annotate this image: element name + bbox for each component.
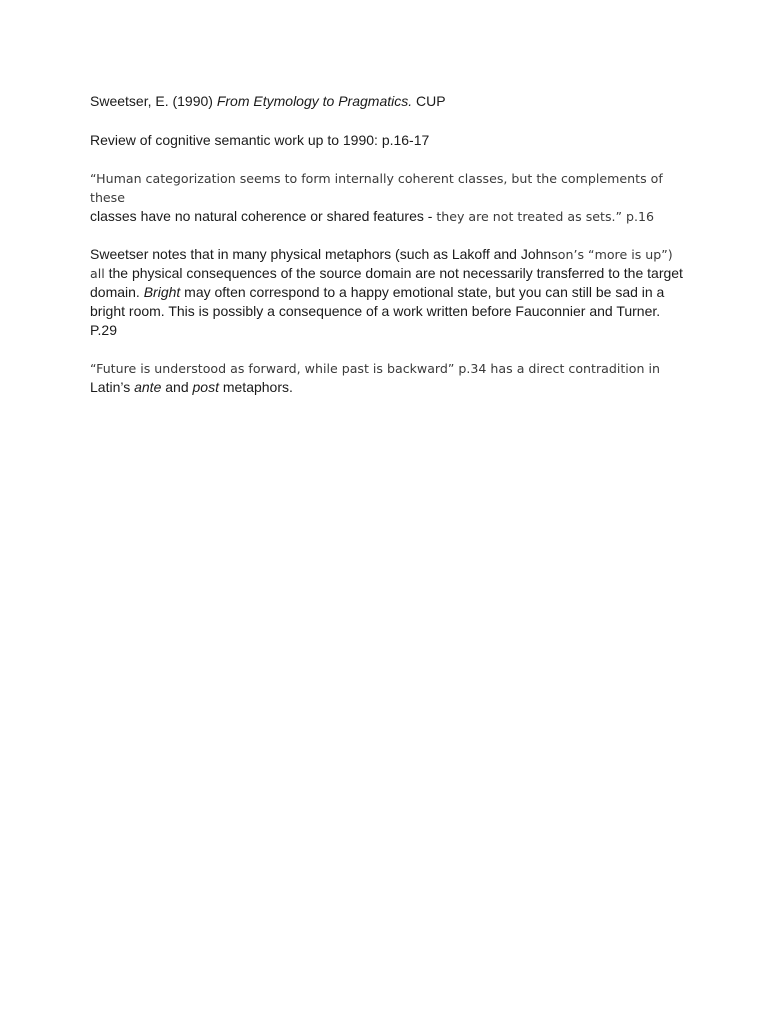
review-note: Review of cognitive semantic work up to 1990: p.16-17 <box>90 132 430 148</box>
citation-publisher: CUP <box>412 93 446 109</box>
reference-citation <box>90 92 690 111</box>
future-forward-quote <box>90 359 690 397</box>
quote2-latin-prefix: Latin’s <box>90 379 135 395</box>
quote2-suffix: metaphors. <box>218 379 293 395</box>
sweetser-note-part3: may often correspond to a happy emotional state, but you can still be sad in a bright room. This is possibly a consequence of a work written before Fauconnier and Turner. P.29 <box>90 284 665 338</box>
quote2-line1: “Future is understood as forward, while past is backward” p.34 has a direct contradition in <box>90 361 660 376</box>
categorization-quote <box>90 169 690 226</box>
sweetser-note-part1: Sweetser notes that in many physical metaphors (such as Lakoff and John <box>90 246 552 262</box>
quote1-line1: “Human categorization seems to form internally coherent classes, but the complements of these <box>90 171 663 205</box>
quote1-line2-main: classes have no natural coherence or shared features - <box>90 208 437 224</box>
ante-word: ante <box>134 379 162 395</box>
quote2-and: and <box>161 379 193 395</box>
citation-title: From Etymology to Pragmatics. <box>216 93 413 109</box>
sweetser-note <box>90 245 690 340</box>
sweetser-note-part1-light: son’s “more is up”) all <box>90 247 673 281</box>
quote1-line2-light: they are not treated as sets.” p.16 <box>436 209 655 224</box>
post-word: post <box>192 379 219 395</box>
document-page <box>90 92 690 414</box>
sweetser-note-part2: the physical consequences of the source domain are not necessarily transferred to the target domain. <box>90 265 683 300</box>
bright-word: Bright <box>143 284 181 300</box>
citation-author-year: Sweetser, E. (1990) <box>90 93 217 109</box>
